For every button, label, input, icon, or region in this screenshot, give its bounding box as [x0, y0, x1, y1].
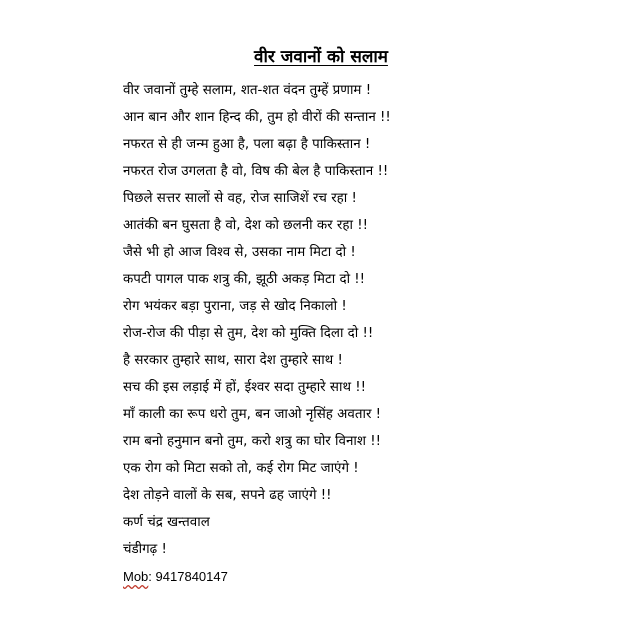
- poem-line: आतंकी बन घुसता है वो, देश को छलनी कर रहा !!: [123, 218, 368, 233]
- poem-line: रोज-रोज की पीड़ा से तुम, देश को मुक्ति दिला दो !!: [123, 326, 374, 341]
- poem-line: एक रोग को मिटा सको तो, कई रोग मिट जाएंगे !: [123, 461, 359, 476]
- poem-line: राम बनो हनुमान बनो तुम, करो शत्रु का घोर विनाश !!: [123, 434, 381, 449]
- poem-line: आन बान और शान हिन्द की, तुम हो वीरों की सन्तान !!: [123, 110, 391, 125]
- poem-line: जैसे भी हो आज विश्व से, उसका नाम मिटा दो !: [123, 245, 356, 260]
- poem-line: नफरत से ही जन्म हुआ है, पला बढ़ा है पाकिस्तान !: [123, 137, 371, 152]
- poem-line: नफरत रोज उगलता है वो, विष की बेल है पाकिस्तान !!: [123, 164, 389, 179]
- mobile-number: 9417840147: [155, 569, 228, 584]
- poem-line: माँ काली का रूप धरो तुम, बन जाओ नृसिंह अवतार !: [123, 407, 382, 422]
- mobile-contact: [123, 566, 623, 593]
- mobile-separator: :: [148, 569, 152, 584]
- poem-title: वीर जवानों को सलाम: [254, 47, 388, 67]
- poem-line: रोग भयंकर बड़ा पुराना, जड़ से खोद निकालो !: [123, 299, 347, 314]
- poem-body: [123, 80, 623, 593]
- poem-line: वीर जवानों तुम्हे सलाम, शत-शत वंदन तुम्हें प्रणाम !: [123, 83, 372, 98]
- poem-line: है सरकार तुम्हारे साथ, सारा देश तुम्हारे साथ !: [123, 353, 343, 368]
- poem-line: पिछले सत्तर सालों से वह, रोज साजिशें रच रहा !: [123, 191, 357, 206]
- poem-line: कपटी पागल पाक शत्रु की, झूठी अकड़ मिटा दो !!: [123, 272, 366, 287]
- poem-line: देश तोड़ने वालों के सब, सपने ढह जाएंगे !!: [123, 488, 332, 503]
- poem-line: सच की इस लड़ाई में हों, ईश्वर सदा तुम्हारे साथ !!: [123, 380, 366, 395]
- mobile-label: Mob: [123, 569, 149, 584]
- author-name: कर्ण चंद्र खन्तवाल: [123, 515, 210, 530]
- author-place: चंडीगढ़ !: [123, 542, 167, 557]
